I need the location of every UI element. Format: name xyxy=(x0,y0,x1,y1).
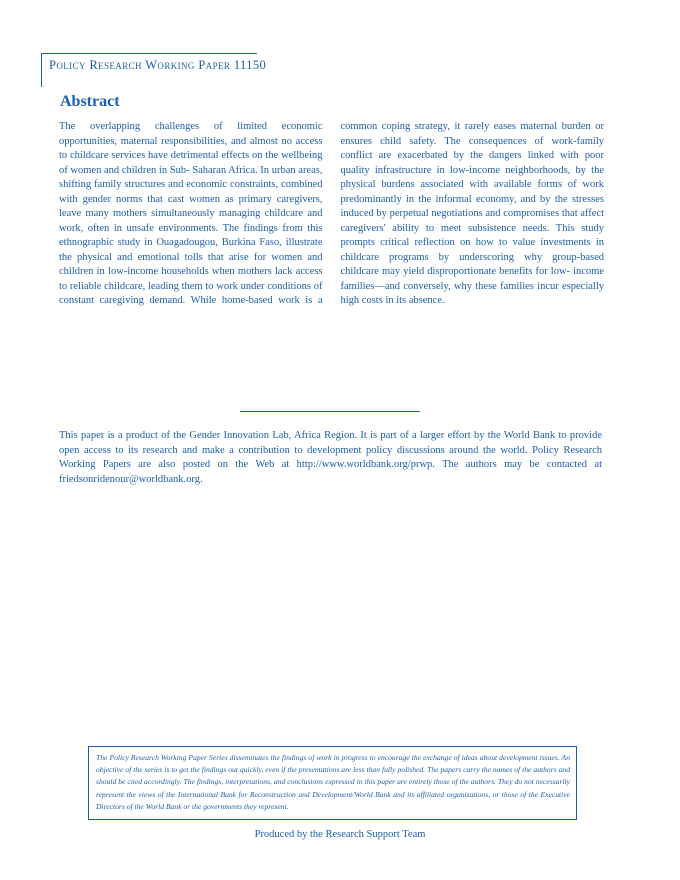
section-divider xyxy=(240,411,420,412)
disclaimer-box xyxy=(88,746,577,820)
footer-credit: Produced by the Research Support Team xyxy=(254,829,426,840)
series-label: Policy Research Working Paper 11150 xyxy=(49,58,267,72)
abstract-heading: Abstract xyxy=(60,93,120,110)
product-note: This paper is a product of the Gender Innovation Lab, Africa Region. It is part of a larger effort by the World Bank to provide open access to its research and make a contribution to development policy discussions around the world. Policy Research Working Papers are also posted on the Web at http://www.worldbank.org/prwp. The authors may be contacted at friedsonridenour@worldbank.org. xyxy=(59,430,602,485)
disclaimer-text: The Policy Research Working Paper Series disseminates the findings of work in progress to encourage the exchange of ideas about development issues. An objective of the series is to get the findings out quickly, even if the presentations are less than fully polished. The papers carry the names of the authors and should be cited accordingly. The findings, interpretations, and conclusions expressed in this paper are entirely those of the authors. They do not necessarily represent the views of the International Bank for Reconstruction and Development/World Bank and its affiliated organizations, or those of the Executive Directors of the World Bank or the governments they represent. xyxy=(96,753,570,811)
abstract-body: The overlapping challenges of limited economic opportunities, maternal responsibilities, and almost no access to childcare services have detrimental effects on the wellbeing of women and children in Sub- Saharan Africa. In urban areas, shifting family structures and economic constraints, combined with gender norms that cast women as primary caregivers, leave many mothers simultaneously managing childcare and work, often in unsafe environments. The findings from this ethnographic study in Ouagadougou, Burkina Faso, illustrate the physical and emotional tolls that arise for women and children in low-income households when mothers lack access to reliable childcare, leading them to work under conditions of constant caregiving demand. While home-based work is a common coping strategy, it rarely eases maternal burden or ensures child safety. The consequences of work-family conflict are exacerbated by the dangers linked with poor quality infrastructure in low-income neighborhoods, by the physical burdens associated with available forms of work predominantly in the informal economy, and by the stresses induced by perpetual negotiations and compromises that affect caregivers' ability to meet subsistence needs. This study prompts critical reflection on how to value investments in childcare programs by underscoring why group-based childcare may yield disproportionate benefits for low- income families—and conversely, why these families incur especially high costs in its absence. xyxy=(59,121,604,306)
series-header xyxy=(41,53,267,87)
